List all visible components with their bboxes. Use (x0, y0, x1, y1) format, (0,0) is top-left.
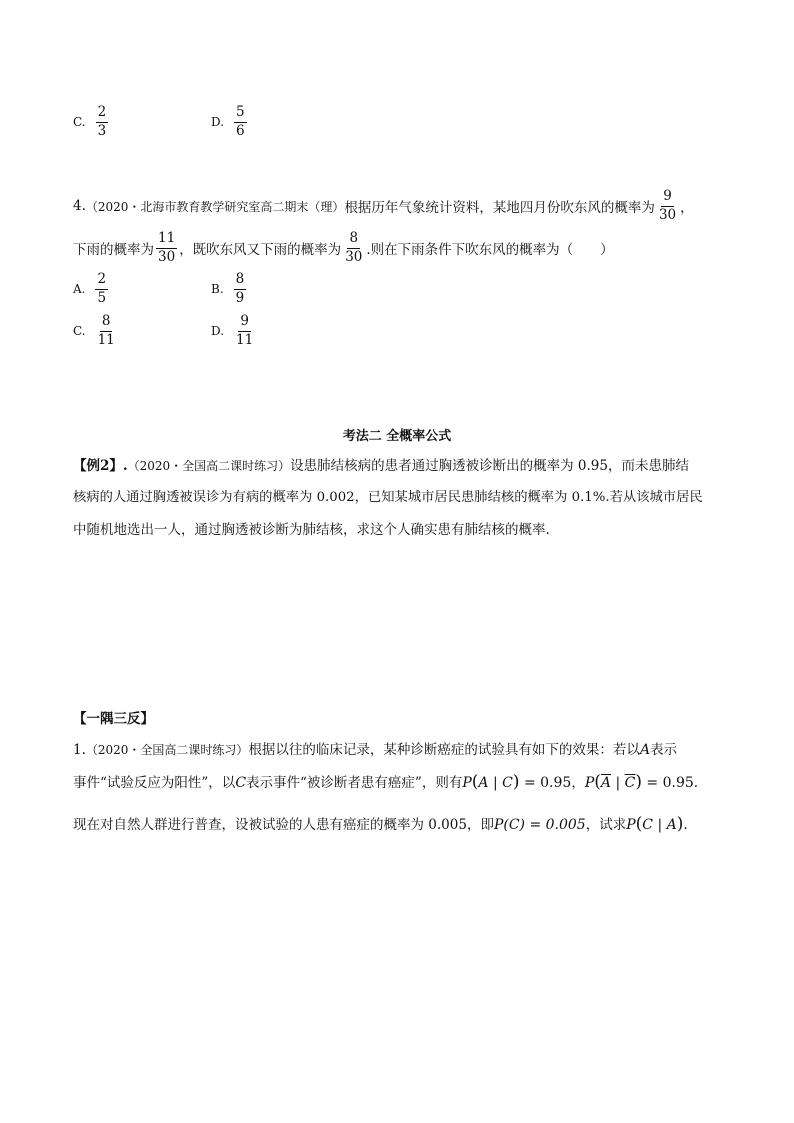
question-text: ，既吹东风又下雨的概率为 (179, 242, 342, 258)
denominator: 11 (236, 331, 254, 348)
numerator: 11 (156, 232, 177, 249)
formula-p-c-given-a: P(C | A) (626, 814, 684, 834)
numerator: 2 (96, 106, 109, 123)
q3-option-d[interactable] (211, 106, 249, 138)
option-label: C. (73, 115, 86, 129)
q4-line-1 (73, 190, 694, 222)
fraction (234, 315, 255, 347)
denominator: 30 (345, 248, 363, 265)
punctuation: . (683, 817, 688, 833)
option-label: C. (73, 324, 86, 338)
question-source: （2020・北海市教育教学研究室高二期末（理） (85, 199, 345, 214)
example2-line-1 (73, 454, 689, 474)
punctuation: ， (571, 775, 585, 791)
q3-option-c[interactable] (73, 106, 110, 138)
denominator: 9 (235, 289, 245, 306)
question-text: 表示事件“被诊断者患有癌症”，则有 (246, 775, 463, 791)
section-title: 考法二 全概率公式 (342, 429, 452, 444)
question-number: 1. (73, 742, 86, 758)
numerator: 5 (234, 106, 247, 123)
question-text: 事件“试验反应为阳性”，以 (73, 775, 236, 791)
fraction (96, 315, 117, 347)
denominator: 30 (158, 248, 176, 265)
example-text: 设患肺结核病的患者通过胸透被诊断出的概率为 0.95，而未患肺结 (290, 458, 689, 474)
denominator: 30 (658, 206, 677, 223)
question-text: .则在下雨条件下吹东风的概率为（ ） (366, 242, 614, 258)
question-text: 下雨的概率为 (73, 242, 154, 258)
variable-a: A (639, 742, 651, 758)
formula-p-c: P(C) = 0.005 (493, 817, 586, 833)
fraction (95, 273, 108, 305)
punctuation: . (693, 775, 699, 791)
example2-line-3: 中随机地选出一人，通过胸透被诊断为肺结核，求这个人确实患有肺结核的概率. (73, 522, 550, 538)
example2-line-2: 核病的人通过胸透被误诊为有病的概率为 0.002，已知某城市居民患肺结核的概率为 0.1%.若从该城市居民 (73, 490, 703, 505)
numerator: 9 (661, 190, 674, 207)
fraction (234, 106, 247, 138)
q4-option-b[interactable] (211, 273, 248, 305)
question-source: （2020・全国高二课时练习） (85, 743, 249, 757)
denominator: 6 (236, 122, 245, 139)
numerator: 2 (95, 273, 108, 290)
question-text: 根据以往的临床记录，某种诊断癌症的试验具有如下的效果：若以 (248, 742, 640, 758)
question-text: 现在对自然人群进行普查，设被试验的人患有癌症的概率为 0.005，即 (73, 817, 494, 833)
q4-option-d[interactable] (211, 315, 257, 347)
variable-c: C (235, 775, 247, 791)
example-source: （2020・全国高二课时练习） (127, 459, 291, 473)
numerator: 8 (100, 315, 113, 332)
formula-p-abar-given-cbar: $P(\overline{A}$ | $\overline{C}) = 0.95$ (584, 772, 694, 792)
fraction (657, 190, 678, 222)
formula-p-a-given-c: P(A | C) = 0.95 (462, 772, 572, 792)
option-label: A. (73, 282, 86, 296)
numerator: 8 (347, 232, 360, 249)
practice-line-3 (73, 813, 688, 834)
numerator: 8 (234, 273, 247, 290)
question-number: 4. (73, 198, 86, 214)
fraction (96, 106, 109, 138)
punctuation: ， (680, 200, 694, 216)
fraction (234, 273, 247, 305)
option-label: D. (211, 115, 225, 129)
fraction (343, 232, 364, 264)
option-label: B. (211, 282, 224, 296)
practice-line-1 (73, 738, 677, 758)
fraction (156, 232, 177, 264)
question-text: 表示 (650, 742, 678, 758)
practice-line-2 (73, 771, 698, 792)
option-label: D. (211, 324, 225, 338)
q4-option-c[interactable] (73, 315, 119, 347)
numerator: 9 (238, 315, 251, 332)
denominator: 3 (97, 122, 107, 139)
denominator: 11 (97, 331, 115, 348)
question-text: ，试求 (585, 817, 627, 833)
example-tag: 【例2】. (73, 458, 128, 474)
q4-option-a[interactable] (73, 273, 110, 305)
q4-line-2 (73, 232, 614, 264)
question-text: 根据历年气象统计资料，某地四月份吹东风的概率为 (344, 200, 655, 216)
practice-heading: 【一隅三反】 (73, 711, 154, 727)
denominator: 5 (97, 289, 107, 306)
